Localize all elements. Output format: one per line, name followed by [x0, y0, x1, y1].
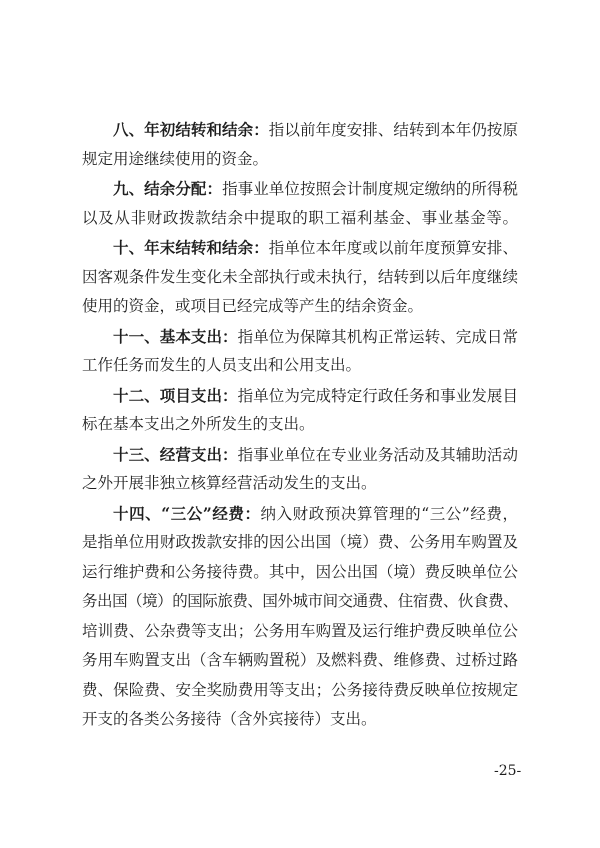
- definition-text: 纳入财政预决算管理的“三公”经费，: [260, 504, 518, 523]
- term-heading: 十三、经营支出：: [113, 444, 238, 464]
- paragraph-project-expenditure: [82, 381, 518, 440]
- definition-text: 指事业单位按照会计制度规定缴纳的所得税: [222, 180, 518, 198]
- paragraph-line: [82, 381, 518, 411]
- paragraph-line: [82, 233, 518, 263]
- paragraph-line: [82, 322, 518, 352]
- paragraph-line: [82, 115, 518, 145]
- term-heading: 九、结余分配：: [113, 179, 223, 198]
- paragraph-line: 运行维护费和公务接待费。其中，因公出国（境）费反映单位公: [82, 562, 518, 581]
- definition-text: 指单位本年度或以前年度预算安排、: [268, 239, 518, 257]
- paragraph-line: 费、保险费、安全奖励费用等支出；公务接待费反映单位按规定: [82, 680, 518, 699]
- paragraph-line: [82, 440, 518, 470]
- term-heading: 十、年末结转和结余：: [113, 238, 269, 257]
- paragraph-line: 标在基本支出之外所发生的支出。: [82, 415, 315, 433]
- paragraph-line: 务用车购置支出（含车辆购置税）及燃料费、维修费、过桥过路: [82, 651, 518, 669]
- definition-text: 指以前年度安排、结转到本年仍按原: [268, 121, 518, 139]
- paragraph-line: 工作任务而发生的人员支出和公用支出。: [82, 356, 362, 374]
- definition-text: 指单位为保障其机构正常运转、完成日常: [237, 327, 518, 346]
- paragraph-line: 是指单位用财政拨款安排的因公出国（境）费、公务用车购置及: [82, 533, 518, 551]
- paragraph-line: 以及从非财政拨款结余中提取的职工福利基金、事业基金等。: [82, 208, 518, 227]
- paragraph-line: [82, 174, 518, 204]
- paragraph-line: 因客观条件发生变化未全部执行或未执行，结转到以后年度继续: [82, 267, 518, 286]
- term-heading: 八、年初结转和结余：: [113, 120, 269, 139]
- paragraph-line: [82, 499, 518, 529]
- paragraph-line: 规定用途继续使用的资金。: [82, 149, 269, 168]
- term-heading: 十一、基本支出：: [113, 326, 238, 346]
- paragraph-line: 之外开展非独立核算经营活动发生的支出。: [82, 474, 377, 492]
- paragraph-line: 使用的资金，或项目已经完成等产生的结余资金。: [82, 297, 424, 315]
- definition-text: 指单位为完成特定行政任务和事业发展目: [237, 386, 518, 405]
- paragraph-line: 务出国（境）的国际旅费、国外城市间交通费、住宿费、伙食费、: [82, 592, 518, 610]
- paragraph-surplus-distribution: [82, 174, 518, 233]
- paragraph-line: 培训费、公杂费等支出；公务用车购置及运行维护费反映单位公: [82, 621, 518, 640]
- term-heading: 十四、“三公”经费：: [113, 503, 261, 523]
- term-heading: 十二、项目支出：: [113, 385, 238, 405]
- paragraph-operating-expenditure: [82, 440, 518, 499]
- document-body: [82, 115, 518, 735]
- definition-text: 指事业单位在专业业务活动及其辅助活动: [237, 445, 518, 464]
- paragraph-carryover-beginning: [82, 115, 518, 174]
- paragraph-three-public-expenses: [82, 499, 518, 735]
- paragraph-basic-expenditure: [82, 322, 518, 381]
- paragraph-carryover-end: [82, 233, 518, 322]
- paragraph-line: 开支的各类公务接待（含外宾接待）支出。: [82, 710, 377, 728]
- page-number: -25-: [494, 763, 522, 779]
